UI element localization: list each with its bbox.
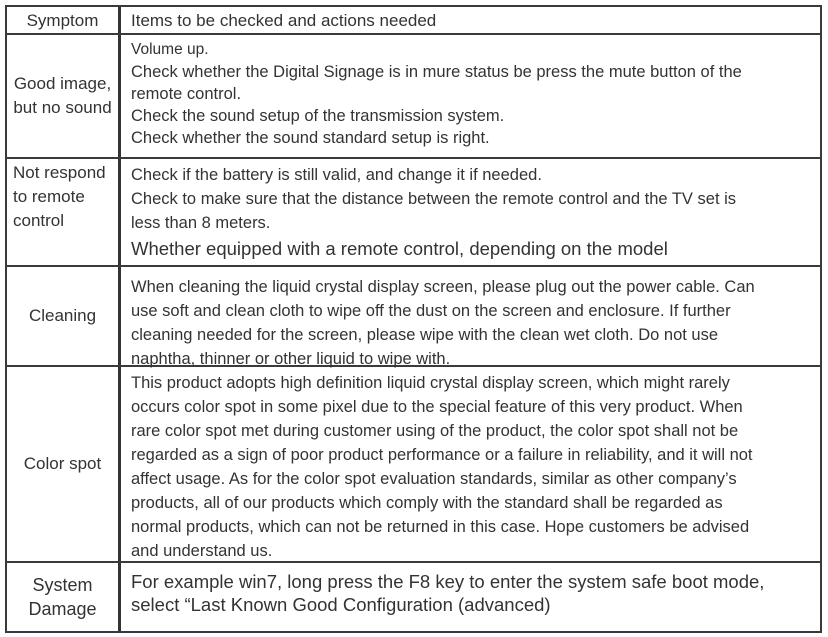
action-line: rare color spot met during customer using of the product, the color spot shall not be xyxy=(131,422,739,440)
action-line: When cleaning the liquid crystal display screen, please plug out the power cable. Can xyxy=(131,278,755,296)
actions-cell xyxy=(121,367,820,561)
action-line: use soft and clean cloth to wipe off the dust on the screen and enclosure. If further xyxy=(131,302,731,320)
action-line: regarded as a sign of poor product performance or a failure in reliability, and it will not xyxy=(131,446,753,464)
actions-cell xyxy=(121,267,820,368)
action-line: Check whether the sound standard setup is right. xyxy=(131,129,490,147)
table-header-row xyxy=(7,7,820,35)
symptom-line: System xyxy=(32,575,93,595)
header-actions: Items to be checked and actions needed xyxy=(131,11,437,30)
action-line: affect usage. As for the color spot evaluation standards, similar as other company’s xyxy=(131,470,737,488)
symptom-line: to remote xyxy=(13,187,85,206)
action-line: normal products, which can not be returned in this case. Hope customers be advised xyxy=(131,518,750,536)
action-line: select “Last Known Good Configuration (advanced) xyxy=(131,594,551,615)
symptom-line: Damage xyxy=(28,599,97,619)
table-row-cleaning xyxy=(7,267,820,367)
actions-cell xyxy=(121,563,820,631)
symptom-cell xyxy=(7,159,121,265)
symptom-line: control xyxy=(13,211,65,230)
symptom-line: Not respond xyxy=(13,163,106,182)
action-line: This product adopts high definition liquid crystal display screen, which might rarely xyxy=(131,374,730,392)
action-line: remote control. xyxy=(131,85,242,103)
symptom-line: but no sound xyxy=(13,98,112,117)
symptom-line: Cleaning xyxy=(28,306,97,325)
symptom-cell xyxy=(7,35,121,157)
actions-cell xyxy=(121,159,820,265)
action-line: For example win7, long press the F8 key to enter the system safe boot mode, xyxy=(131,571,765,592)
action-line: and understand us. xyxy=(131,542,273,560)
symptom-cell xyxy=(7,367,121,561)
table-row-no-sound xyxy=(7,35,820,159)
action-line: occurs color spot in some pixel due to the special feature of this very product. When xyxy=(131,398,743,416)
action-line: Whether equipped with a remote control, depending on the model xyxy=(131,238,668,259)
troubleshooting-table xyxy=(5,5,822,633)
table-row-remote xyxy=(7,159,820,267)
symptom-cell xyxy=(7,267,121,365)
action-line: products, all of our products which comply with the standard shall be regarded as xyxy=(131,494,723,512)
action-line: Volume up. xyxy=(131,41,209,58)
action-line: less than 8 meters. xyxy=(131,214,271,232)
symptom-cell xyxy=(7,563,121,631)
action-line: cleaning needed for the screen, please wipe with the clean wet cloth. Do not use xyxy=(131,326,719,344)
table-row-color-spot xyxy=(7,367,820,563)
table-row-system-damage xyxy=(7,563,820,631)
symptom-line: Color spot xyxy=(23,454,102,473)
action-line: Check to make sure that the distance between the remote control and the TV set is xyxy=(131,190,737,208)
action-line: naphtha, thinner or other liquid to wipe with. xyxy=(131,350,451,368)
action-line: Check whether the Digital Signage is in mure status be press the mute button of the xyxy=(131,63,742,81)
symptom-line: Good image, xyxy=(13,74,112,93)
action-line: Check if the battery is still valid, and change it if needed. xyxy=(131,166,542,184)
header-symptom: Symptom xyxy=(7,7,121,33)
action-line: Check the sound setup of the transmission system. xyxy=(131,107,505,125)
actions-cell xyxy=(121,35,820,157)
